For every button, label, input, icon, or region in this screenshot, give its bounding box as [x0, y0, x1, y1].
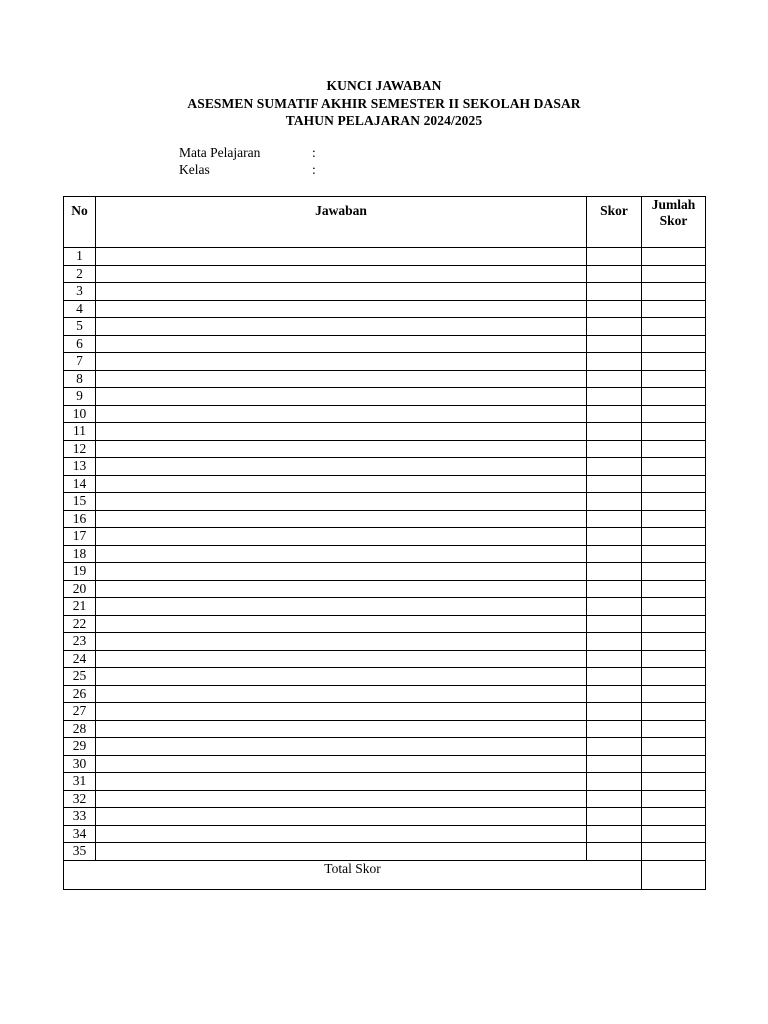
- row-number: 22: [64, 615, 96, 633]
- answer-cell[interactable]: [96, 283, 587, 301]
- answer-cell[interactable]: [96, 318, 587, 336]
- document-meta: [179, 144, 316, 178]
- total-score-cell[interactable]: [642, 475, 706, 493]
- table-row: [64, 843, 706, 861]
- answer-cell[interactable]: [96, 580, 587, 598]
- total-score-cell[interactable]: [642, 668, 706, 686]
- score-cell[interactable]: [587, 668, 642, 686]
- row-number: 30: [64, 755, 96, 773]
- row-number: 31: [64, 773, 96, 791]
- table-row: [64, 790, 706, 808]
- score-cell[interactable]: [587, 755, 642, 773]
- table-row: [64, 650, 706, 668]
- total-label: Total Skor: [64, 860, 642, 889]
- row-number: 3: [64, 283, 96, 301]
- table-row: [64, 265, 706, 283]
- score-cell[interactable]: [587, 720, 642, 738]
- total-score-cell[interactable]: [642, 685, 706, 703]
- title-line-2: ASESMEN SUMATIF AKHIR SEMESTER II SEKOLAH DASAR: [187, 95, 581, 111]
- row-number: 25: [64, 668, 96, 686]
- score-cell[interactable]: [587, 843, 642, 861]
- answer-cell[interactable]: [96, 615, 587, 633]
- table-row: [64, 720, 706, 738]
- score-cell[interactable]: [587, 808, 642, 826]
- answer-cell[interactable]: [96, 545, 587, 563]
- row-number: 11: [64, 423, 96, 441]
- total-score-cell[interactable]: [642, 633, 706, 651]
- total-score-cell[interactable]: [642, 755, 706, 773]
- table-row: [64, 335, 706, 353]
- answer-cell[interactable]: [96, 405, 587, 423]
- row-number: 12: [64, 440, 96, 458]
- row-number: 32: [64, 790, 96, 808]
- total-score-cell[interactable]: [642, 860, 706, 889]
- answer-cell[interactable]: [96, 668, 587, 686]
- score-cell[interactable]: [587, 265, 642, 283]
- table-row: [64, 545, 706, 563]
- row-number: 9: [64, 388, 96, 406]
- table-row: [64, 440, 706, 458]
- score-cell[interactable]: [587, 650, 642, 668]
- score-cell[interactable]: [587, 283, 642, 301]
- row-number: 33: [64, 808, 96, 826]
- answer-cell[interactable]: [96, 300, 587, 318]
- table-row: [64, 668, 706, 686]
- total-score-cell[interactable]: [642, 510, 706, 528]
- subject-label: Mata Pelajaran: [179, 145, 261, 160]
- score-cell[interactable]: [587, 703, 642, 721]
- score-cell[interactable]: [587, 493, 642, 511]
- score-cell[interactable]: [587, 580, 642, 598]
- total-score-cell[interactable]: [642, 528, 706, 546]
- answer-table: [63, 196, 706, 890]
- table-row: [64, 475, 706, 493]
- header-no: No: [64, 197, 96, 248]
- table-row: [64, 755, 706, 773]
- total-score-cell[interactable]: [642, 738, 706, 756]
- score-cell[interactable]: [587, 825, 642, 843]
- total-row: [64, 860, 706, 889]
- table-row: [64, 528, 706, 546]
- table-row: [64, 598, 706, 616]
- table-row: [64, 825, 706, 843]
- answer-cell[interactable]: [96, 440, 587, 458]
- answer-cell[interactable]: [96, 598, 587, 616]
- table-row: [64, 388, 706, 406]
- class-colon: :: [312, 162, 316, 177]
- total-score-cell[interactable]: [642, 843, 706, 861]
- answer-cell[interactable]: [96, 755, 587, 773]
- answer-cell[interactable]: [96, 650, 587, 668]
- row-number: 21: [64, 598, 96, 616]
- row-number: 1: [64, 248, 96, 266]
- table-row: [64, 685, 706, 703]
- title-line-3: TAHUN PELAJARAN 2024/2025: [285, 113, 483, 128]
- row-number: 20: [64, 580, 96, 598]
- total-score-cell[interactable]: [642, 248, 706, 266]
- table-row: [64, 493, 706, 511]
- total-score-cell[interactable]: [642, 353, 706, 371]
- row-number: 27: [64, 703, 96, 721]
- answer-cell[interactable]: [96, 528, 587, 546]
- row-number: 34: [64, 825, 96, 843]
- answer-cell[interactable]: [96, 458, 587, 476]
- subject-row: [179, 144, 316, 161]
- title-line-1: KUNCI JAWABAN: [326, 78, 442, 93]
- answer-cell[interactable]: [96, 248, 587, 266]
- score-cell[interactable]: [587, 738, 642, 756]
- table-row: [64, 353, 706, 371]
- row-number: 15: [64, 493, 96, 511]
- answer-cell[interactable]: [96, 370, 587, 388]
- row-number: 16: [64, 510, 96, 528]
- document-header: [0, 77, 768, 130]
- score-cell[interactable]: [587, 423, 642, 441]
- answer-cell[interactable]: [96, 808, 587, 826]
- table-row: [64, 405, 706, 423]
- total-score-cell[interactable]: [642, 545, 706, 563]
- answer-cell[interactable]: [96, 475, 587, 493]
- row-number: 5: [64, 318, 96, 336]
- table-row: [64, 563, 706, 581]
- total-score-cell[interactable]: [642, 423, 706, 441]
- score-cell[interactable]: [587, 335, 642, 353]
- row-number: 4: [64, 300, 96, 318]
- row-number: 23: [64, 633, 96, 651]
- table-row: [64, 370, 706, 388]
- score-cell[interactable]: [587, 318, 642, 336]
- table-row: [64, 615, 706, 633]
- table-header-row: [64, 197, 706, 248]
- row-number: 6: [64, 335, 96, 353]
- table-row: [64, 510, 706, 528]
- total-score-cell[interactable]: [642, 283, 706, 301]
- total-score-cell[interactable]: [642, 650, 706, 668]
- row-number: 19: [64, 563, 96, 581]
- total-score-cell[interactable]: [642, 388, 706, 406]
- table-row: [64, 248, 706, 266]
- table-row: [64, 283, 706, 301]
- answer-cell[interactable]: [96, 703, 587, 721]
- total-score-cell[interactable]: [642, 405, 706, 423]
- table-row: [64, 738, 706, 756]
- header-answer: Jawaban: [96, 197, 587, 248]
- score-cell[interactable]: [587, 598, 642, 616]
- score-cell[interactable]: [587, 685, 642, 703]
- header-score: Skor: [587, 197, 642, 248]
- score-cell[interactable]: [587, 545, 642, 563]
- table-row: [64, 773, 706, 791]
- total-score-cell[interactable]: [642, 598, 706, 616]
- row-number: 17: [64, 528, 96, 546]
- total-score-cell[interactable]: [642, 440, 706, 458]
- total-score-cell[interactable]: [642, 493, 706, 511]
- score-cell[interactable]: [587, 563, 642, 581]
- score-cell[interactable]: [587, 633, 642, 651]
- total-score-cell[interactable]: [642, 265, 706, 283]
- class-label: Kelas: [179, 162, 210, 177]
- answer-cell[interactable]: [96, 773, 587, 791]
- answer-cell[interactable]: [96, 353, 587, 371]
- score-cell[interactable]: [587, 388, 642, 406]
- total-score-cell[interactable]: [642, 615, 706, 633]
- table-row: [64, 300, 706, 318]
- answer-cell[interactable]: [96, 685, 587, 703]
- answer-cell[interactable]: [96, 843, 587, 861]
- answer-cell[interactable]: [96, 633, 587, 651]
- table-row: [64, 458, 706, 476]
- total-score-cell[interactable]: [642, 825, 706, 843]
- table-row: [64, 318, 706, 336]
- row-number: 2: [64, 265, 96, 283]
- header-total-score: Jumlah Skor: [642, 197, 706, 248]
- total-score-cell[interactable]: [642, 458, 706, 476]
- answer-cell[interactable]: [96, 563, 587, 581]
- subject-colon: :: [312, 145, 316, 160]
- class-row: [179, 161, 316, 178]
- total-score-cell[interactable]: [642, 790, 706, 808]
- answer-cell[interactable]: [96, 388, 587, 406]
- row-number: 24: [64, 650, 96, 668]
- score-cell[interactable]: [587, 458, 642, 476]
- answer-cell[interactable]: [96, 335, 587, 353]
- total-score-cell[interactable]: [642, 808, 706, 826]
- score-cell[interactable]: [587, 405, 642, 423]
- answer-cell[interactable]: [96, 423, 587, 441]
- row-number: 10: [64, 405, 96, 423]
- row-number: 35: [64, 843, 96, 861]
- total-score-cell[interactable]: [642, 335, 706, 353]
- row-number: 14: [64, 475, 96, 493]
- answer-cell[interactable]: [96, 510, 587, 528]
- score-cell[interactable]: [587, 615, 642, 633]
- total-score-cell[interactable]: [642, 773, 706, 791]
- row-number: 7: [64, 353, 96, 371]
- score-cell[interactable]: [587, 353, 642, 371]
- total-score-cell[interactable]: [642, 370, 706, 388]
- score-cell[interactable]: [587, 790, 642, 808]
- score-cell[interactable]: [587, 300, 642, 318]
- total-score-cell[interactable]: [642, 720, 706, 738]
- table-body: [64, 248, 706, 861]
- total-score-cell[interactable]: [642, 300, 706, 318]
- row-number: 13: [64, 458, 96, 476]
- answer-cell[interactable]: [96, 265, 587, 283]
- table-row: [64, 703, 706, 721]
- answer-cell[interactable]: [96, 790, 587, 808]
- score-cell[interactable]: [587, 528, 642, 546]
- score-cell[interactable]: [587, 440, 642, 458]
- table-row: [64, 423, 706, 441]
- table-row: [64, 633, 706, 651]
- answer-cell[interactable]: [96, 738, 587, 756]
- score-cell[interactable]: [587, 510, 642, 528]
- total-score-cell[interactable]: [642, 703, 706, 721]
- table-row: [64, 808, 706, 826]
- score-cell[interactable]: [587, 773, 642, 791]
- score-cell[interactable]: [587, 370, 642, 388]
- row-number: 8: [64, 370, 96, 388]
- answer-cell[interactable]: [96, 825, 587, 843]
- answer-cell[interactable]: [96, 493, 587, 511]
- row-number: 28: [64, 720, 96, 738]
- total-score-cell[interactable]: [642, 563, 706, 581]
- total-score-cell[interactable]: [642, 318, 706, 336]
- table-row: [64, 580, 706, 598]
- answer-cell[interactable]: [96, 720, 587, 738]
- total-score-cell[interactable]: [642, 580, 706, 598]
- score-cell[interactable]: [587, 248, 642, 266]
- row-number: 26: [64, 685, 96, 703]
- score-cell[interactable]: [587, 475, 642, 493]
- row-number: 29: [64, 738, 96, 756]
- row-number: 18: [64, 545, 96, 563]
